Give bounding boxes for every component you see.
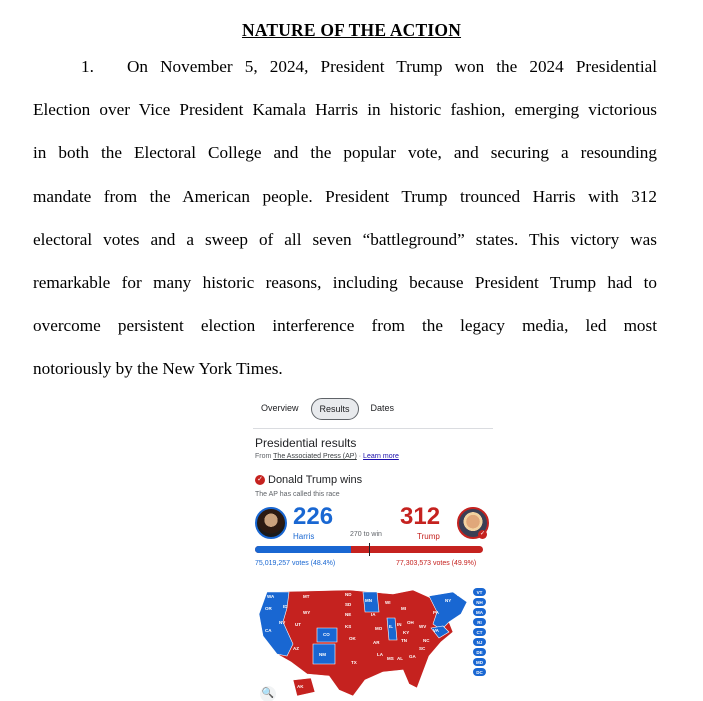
map-pill-label-ri: RI — [477, 620, 482, 625]
map-label-ks: KS — [345, 624, 352, 629]
map-label-id: ID — [283, 604, 288, 609]
paragraph-line: overcome persistent election interference from the legacy media, led most — [33, 316, 657, 336]
paragraph-line: in both the Electoral College and the popular vote, and securing a resounding — [33, 143, 657, 163]
map-label-ia: IA — [371, 612, 376, 617]
map-label-mo: MO — [375, 626, 383, 631]
paragraph-line: mandate from the American people. President Trump trounced Harris with 312 — [33, 186, 657, 206]
map-pill-label-ct: CT — [476, 630, 483, 635]
northeast-state-pills — [473, 588, 486, 676]
called-note: The AP has called this race — [255, 491, 340, 498]
map-pill-label-ma: MA — [476, 610, 483, 615]
map-label-mt: MT — [303, 594, 310, 599]
map-label-mi: MI — [401, 606, 406, 611]
trump-electoral-count: 312 — [400, 503, 441, 530]
paragraph-number: 1. — [81, 57, 94, 76]
section-heading: NATURE OF THE ACTION — [241, 20, 462, 40]
map-label-ca: CA — [265, 628, 272, 633]
map-label-sc: SC — [419, 646, 426, 651]
map-label-va: VA — [433, 628, 439, 633]
harris-bar-fill — [255, 546, 351, 553]
source-link[interactable]: The Associated Press (AP) — [273, 453, 357, 460]
map-illinois — [387, 618, 397, 640]
map-pill-label-de: DE — [476, 650, 483, 655]
learn-more-link[interactable]: Learn more — [363, 453, 399, 460]
map-label-nc: NC — [423, 638, 430, 643]
map-label-mn: MN — [365, 598, 372, 603]
paragraph-line: notoriously by the New York Times. — [33, 359, 283, 379]
map-label-ms: MS — [387, 656, 394, 661]
map-label-ny: NY — [445, 598, 452, 603]
map-label-wi: WI — [385, 600, 391, 605]
map-label-co: CO — [323, 632, 330, 637]
zoom-icon[interactable]: 🔍 — [260, 686, 276, 701]
paragraph-1 — [33, 45, 657, 391]
map-label-ga: GA — [409, 654, 416, 659]
trump-popular-votes: 77,303,573 votes (49.9%) — [396, 560, 477, 567]
map-pill-label-md: MD — [476, 660, 483, 665]
election-results-screenshot — [245, 388, 495, 701]
map-label-ar: AR — [373, 640, 380, 645]
map-label-ut: UT — [295, 622, 301, 627]
tab-results[interactable]: Results — [311, 398, 359, 420]
winner-line: ✓ Donald Trump wins — [255, 474, 362, 486]
map-label-me: ME — [457, 592, 464, 597]
map-pill-label-vt: VT — [476, 590, 483, 595]
paragraph-line: Election over Vice President Kamala Harris in historic fashion, emerging victorious — [33, 100, 657, 120]
to-win-label: 270 to win — [350, 531, 382, 538]
map-label-or: OR — [265, 606, 272, 611]
map-label-az: AZ — [293, 646, 299, 651]
map-label-tn: TN — [401, 638, 407, 643]
electoral-map[interactable] — [253, 584, 489, 701]
map-label-nm: NM — [319, 652, 326, 657]
map-pill-label-nh: NH — [476, 600, 483, 605]
map-label-ne: NE — [345, 612, 352, 617]
check-icon: ✓ — [255, 475, 265, 485]
paragraph-line: 1. On November 5, 2024, President Trump won the 2024 Presidential — [33, 45, 657, 88]
winner-check-icon: ✓ — [479, 531, 486, 537]
map-label-ak: AK — [297, 684, 304, 689]
trump-name: Trump — [417, 532, 440, 541]
map-label-in: IN — [397, 622, 402, 627]
map-label-il: IL — [389, 624, 393, 629]
map-label-al: AL — [397, 656, 403, 661]
map-label-pa: PA — [433, 610, 439, 615]
map-label-ky: KY — [403, 630, 410, 635]
map-pill-label-dc: DC — [476, 670, 483, 675]
divider — [253, 428, 493, 429]
map-label-fl: FL — [421, 680, 427, 685]
tab-overview[interactable]: Overview — [261, 403, 299, 413]
map-label-nd: ND — [345, 592, 352, 597]
map-label-nv: NV — [279, 620, 286, 625]
map-label-sd: SD — [345, 602, 352, 607]
map-label-wv: WV — [419, 624, 427, 629]
map-label-wy: WY — [303, 610, 311, 615]
harris-popular-votes: 75,019,257 votes (48.4%) — [255, 560, 336, 567]
harris-electoral-count: 226 — [293, 503, 334, 530]
map-label-la: LA — [377, 652, 383, 657]
map-pill-label-nj: NJ — [476, 640, 483, 645]
paragraph-line: remarkable for many historic reasons, including because President Trump had to — [33, 273, 657, 293]
map-label-wa: WA — [267, 594, 275, 599]
results-title: Presidential results — [255, 436, 357, 450]
harris-avatar — [255, 507, 287, 539]
map-label-ok: OK — [349, 636, 356, 641]
tab-dates[interactable]: Dates — [370, 403, 395, 413]
map-label-oh: OH — [407, 620, 414, 625]
to-win-marker — [369, 543, 370, 556]
source-line: From The Associated Press (AP) · Learn more — [255, 453, 399, 460]
results-tabs — [253, 398, 402, 420]
paragraph-line: electoral votes and a sweep of all seven “battleground” states. This victory was — [33, 229, 657, 249]
map-label-tx: TX — [351, 660, 357, 665]
harris-name: Harris — [293, 532, 315, 541]
